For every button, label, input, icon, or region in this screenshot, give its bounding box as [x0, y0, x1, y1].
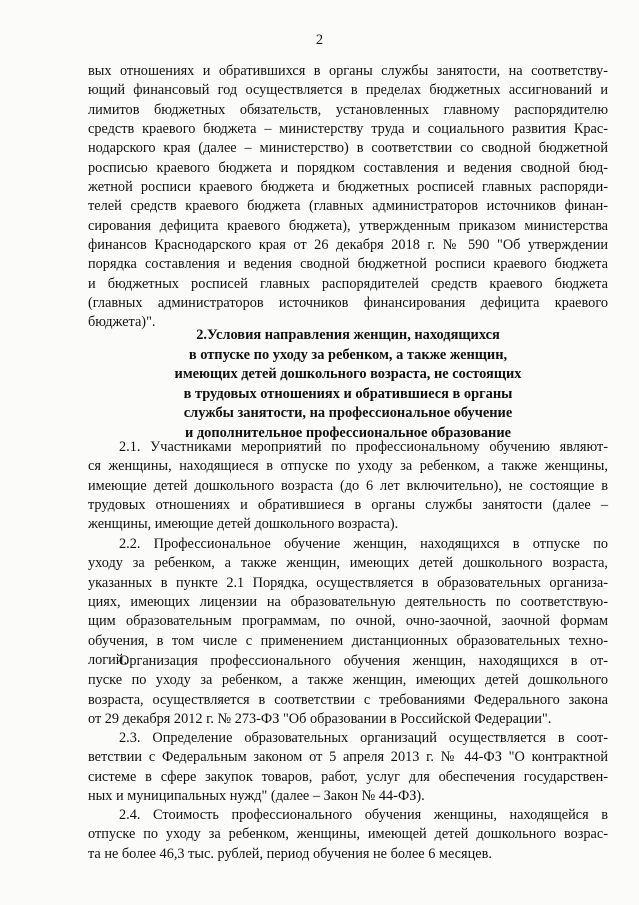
text-line: финансов Краснодарского края от 26 декабря 2018 г. № 590 "Об утверждении — [88, 237, 608, 254]
text-line: сирования дефицита краевого бюджета), утвержденным приказом министерства — [88, 217, 608, 234]
paragraph-2-1 — [88, 438, 608, 535]
heading-line: службы занятости, на профессиональное обучение — [183, 405, 513, 422]
text-line: возраста, осуществляется в соответствии с требованиями Федерального закона — [88, 691, 608, 708]
text-line: порядка составления и ведения сводной бюджетной росписи краевого бюджета — [88, 256, 608, 273]
text-line: щим образовательным программам, по очной, очно-заочной, заочной формам — [88, 613, 608, 630]
text-line: ных и муниципальных нужд" (далее – Закон № 44-ФЗ). — [88, 788, 425, 805]
text-line: системе в сфере закупок товаров, работ, услуг для обеспечения государствен- — [88, 768, 608, 785]
text-line: трудовых отношениях и обратившиеся в органы службы занятости (далее – — [88, 497, 608, 514]
text-line: обучения, в том числе с применением дистанционных образовательных техно- — [88, 632, 608, 649]
text-line: уходу за ребенком, а также женщин, имеющих детей дошкольного возраста, — [88, 555, 608, 572]
text-line: лимитов бюджетных обязательств, установленных главному распорядителю — [88, 101, 608, 118]
text-line: от 29 декабря 2012 г. № 273-ФЗ "Об образовании в Российской Федерации". — [88, 711, 552, 728]
text-line: 2.4. Стоимость профессионального обучения женщины, находящейся в — [119, 807, 608, 823]
heading-line: 2.Условия направления женщин, находящихся — [196, 327, 500, 343]
text-line: вых отношениях и обратившихся в органы службы занятости, на соответству- — [88, 63, 608, 79]
text-line: росписью краевого бюджета и порядком составления и ведения сводной бюд- — [88, 159, 608, 176]
text-line: (главных администраторов источников финансирования дефицита краевого — [88, 295, 608, 312]
text-line: имеющие детей дошкольного возраста (до 6 лет включительно), не состоящие в — [88, 477, 608, 494]
text-line: жетной росписи краевого бюджета и бюджетных росписей главных распоряди- — [88, 179, 608, 196]
text-line: 2.3. Определение образовательных организаций осуществляется в соот- — [119, 730, 608, 746]
page-number: 2 — [315, 32, 324, 48]
text-line: нодарского края (далее – министерство) в соответствии со сводной бюджетной — [88, 140, 608, 157]
text-line: та не более 46,3 тыс. рублей, период обучения не более 6 месяцев. — [88, 845, 492, 862]
text-line: бюджета)". — [88, 314, 156, 331]
paragraph-2-4 — [88, 806, 608, 864]
text-line: 2.2. Профессиональное обучение женщин, находящихся в отпуске по — [119, 536, 608, 552]
paragraph-organization — [88, 652, 608, 729]
intro-paragraph — [88, 62, 608, 333]
paragraph-2-3 — [88, 729, 608, 806]
text-line: логий. — [88, 652, 128, 669]
heading-line: имеющих детей дошкольного возраста, не состоящих — [174, 366, 522, 383]
text-line: Организация профессионального обучения женщин, находящихся в от- — [119, 653, 608, 669]
text-line: ветствии с Федеральным законом от 5 апреля 2013 г. № 44-ФЗ "О контрактной — [88, 749, 608, 766]
paragraph-2-2 — [88, 535, 608, 670]
text-line: циях, имеющих лицензии на образовательную деятельность по соответствую- — [88, 594, 608, 611]
heading-line: в трудовых отношениях и обратившиеся в органы — [183, 385, 513, 402]
text-line: отпуске по уходу за ребенком, женщины, имеющей детей дошкольного возрас- — [88, 826, 608, 843]
text-line: ющий финансовый год осуществляется в пределах бюджетных ассигнований и — [88, 82, 608, 99]
text-line: и бюджетных росписей главных распорядителей средств краевого бюджета — [88, 275, 608, 292]
text-line: пуске по уходу за ребенком, а также женщин, имеющих детей дошкольного — [88, 672, 608, 689]
text-line: средств краевого бюджета – министерству труда и социального развития Крас- — [88, 121, 608, 138]
section-heading — [88, 326, 608, 444]
text-line: 2.1. Участниками мероприятий по профессиональному обучению являют- — [119, 439, 608, 455]
heading-line: и дополнительное профессиональное образование — [184, 424, 512, 441]
heading-line: в отпуске по уходу за ребенком, а также женщин, — [188, 346, 508, 363]
text-line: телей средств краевого бюджета (главных администраторов источников финан- — [88, 198, 608, 215]
text-line: ся женщины, находящиеся в отпуске по уходу за ребенком, а также женщины, — [88, 458, 608, 475]
text-line: указанных в пункте 2.1 Порядка, осуществляется в образовательных организа- — [88, 574, 608, 591]
text-line: женщины, имеющие детей дошкольного возраста). — [88, 516, 399, 533]
